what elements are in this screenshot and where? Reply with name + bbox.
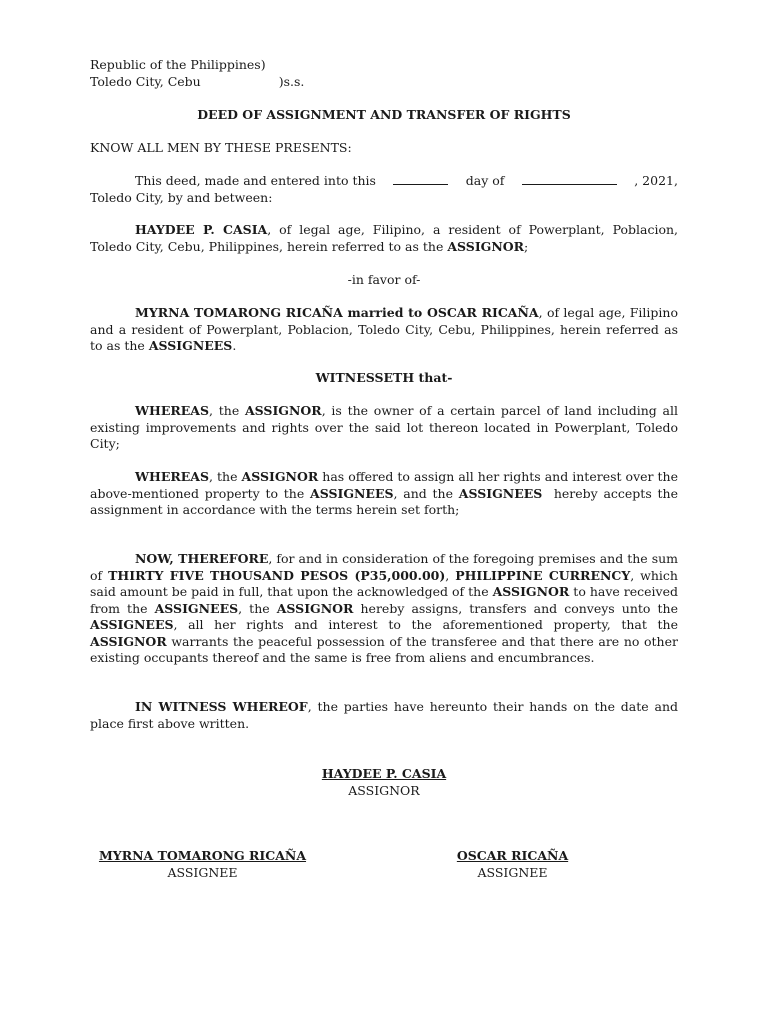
assignor-role: ASSIGNOR	[447, 238, 525, 254]
assignee-names: MYRNA TOMARONG RICAÑA married to OSCAR RICAÑA	[135, 305, 539, 320]
assignor-paragraph: HAYDEE P. CASIA, of legal age, Filipino, a resident of Powerplant, Poblacion, Toledo City, Cebu, Philippines, herein referred to as the ASSIGNOR;	[90, 222, 678, 254]
intro-text-1: This deed, made and entered into this	[135, 173, 376, 188]
assignee1-signature-name: MYRNA TOMARONG RICAÑA	[98, 848, 307, 863]
document-title: DEED OF ASSIGNMENT AND TRANSFER OF RIGHTS	[197, 107, 571, 122]
day-blank	[393, 173, 448, 185]
assignee2-signature-role: ASSIGNEE	[477, 865, 548, 880]
in-favor-of: -in favor of-	[347, 272, 421, 287]
assignee2-signature-name: OSCAR RICAÑA	[456, 848, 569, 863]
assignor-signature-name: HAYDEE P. CASIA	[321, 766, 447, 781]
intro-text-3: , 2021,	[634, 173, 678, 188]
intro-line-2: Toledo City, by and between:	[90, 189, 273, 205]
currency: PHILIPPINE CURRENCY	[455, 567, 631, 583]
assignor-name: HAYDEE P. CASIA	[135, 222, 268, 237]
assignee2-signature-block	[430, 847, 595, 881]
intro-paragraph	[90, 173, 678, 206]
assignor-signature-block	[284, 765, 484, 799]
intro-line-1	[90, 173, 678, 190]
now-therefore-paragraph: NOW, THEREFORE, for and in consideration of the foregoing premises and the sum of THIRTY FIVE THOUSAND PESOS (P35,000.00), PHILIPPINE CURRENCY, which said amount be paid in full, that upon the acknowledged of the ASSIGNOR to have received from the ASSIGNEES, the ASSIGNOR hereby assigns, transfers and conveys unto the ASSIGNEES, all her rights and interest to the aforementioned property, that the ASSIGNOR warrants the peaceful possession of the transferee and that there are no other existing occupants thereof and the same is free from aliens and encumbrances.	[90, 551, 679, 665]
assignee-paragraph: MYRNA TOMARONG RICAÑA married to OSCAR RICAÑA, of legal age, Filipino and a resident of Powerplant, Poblacion, Toledo City, Cebu, Philippines, herein referred as to as the ASSIGNEES.	[90, 305, 678, 353]
in-witness-paragraph: IN WITNESS WHEREOF, the parties have hereunto their hands on the date and place first above written.	[90, 699, 679, 731]
assignor-signature-role: ASSIGNOR	[348, 783, 420, 798]
header-place: Toledo City, Cebu	[90, 73, 201, 89]
header-republic	[90, 57, 678, 90]
assignee1-signature-role: ASSIGNEE	[167, 865, 238, 880]
witnesseth-heading: WITNESSETH that-	[315, 370, 453, 385]
amount: THIRTY FIVE THOUSAND PESOS (P35,000.00)	[108, 567, 446, 583]
assignee-role: ASSIGNEES	[148, 338, 233, 353]
intro-text-2: day of	[465, 173, 505, 188]
month-blank	[522, 173, 617, 185]
header-line-1: Republic of the Philippines)	[90, 57, 266, 72]
whereas-paragraph-2: WHEREAS, the ASSIGNOR has offered to assign all her rights and interest over the above-mentioned property to the ASSIGNEES, and the ASSIGNEES hereby accepts the assignment in accordance with the terms herein set forth;	[90, 469, 678, 517]
know-all-men: KNOW ALL MEN BY THESE PRESENTS:	[90, 140, 352, 155]
header-ss: )s.s.	[278, 73, 305, 89]
header-line-2	[90, 74, 678, 91]
whereas-paragraph-1: WHEREAS, the ASSIGNOR, is the owner of a certain parcel of land including all existing improvements and rights over the said lot thereon located in Powerplant, Toledo City;	[90, 403, 678, 451]
assignee1-signature-block	[80, 847, 325, 881]
